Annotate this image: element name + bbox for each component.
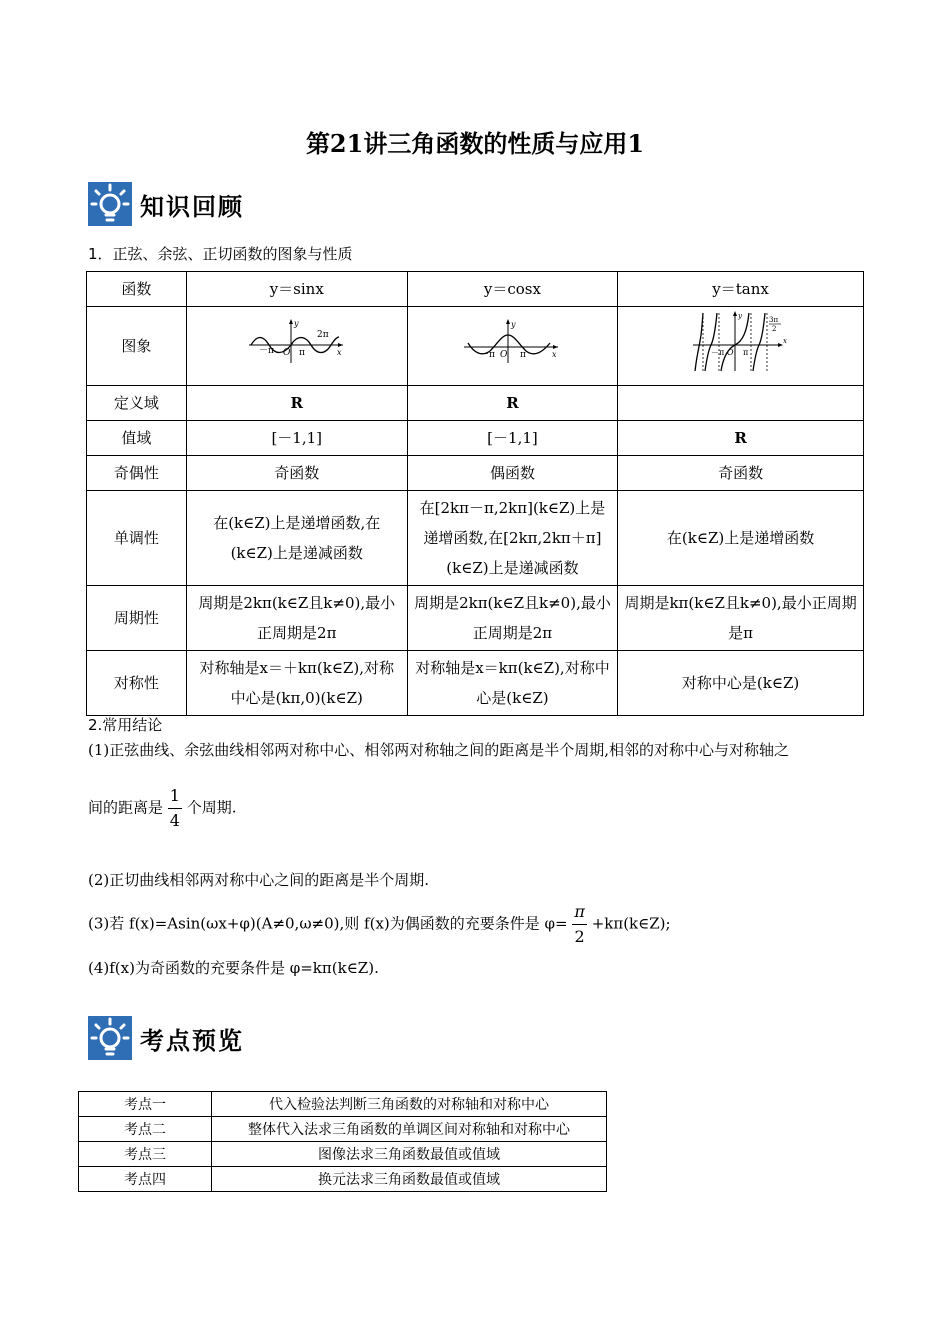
fraction-denominator: 4 (169, 811, 180, 830)
table-row (87, 386, 864, 421)
graph-label: π (742, 348, 748, 357)
exam-points-table (78, 1091, 607, 1192)
table-cell: 周期是2kπ(k∈Z且k≠0),最小正周期是2π (186, 586, 407, 651)
lightbulb-icon (88, 1016, 132, 1060)
header-cell: 函数 (87, 272, 187, 307)
row-label: 奇偶性 (87, 456, 187, 491)
fraction-numerator: π (572, 900, 587, 925)
cosine-graph (462, 317, 562, 365)
sine-graph (247, 317, 347, 365)
table-header-row (87, 272, 864, 307)
table-cell: 奇函数 (618, 456, 864, 491)
properties-table (86, 271, 864, 716)
row-label: 对称性 (87, 651, 187, 716)
row-label: 单调性 (87, 491, 187, 586)
table-row (87, 307, 864, 386)
page-title: 第21讲三角函数的性质与应用1 (305, 129, 645, 158)
header-cell: y＝sinx (186, 272, 407, 307)
conclusion-1-line1: (1)正弦曲线、余弦曲线相邻两对称中心、相邻两对称轴之间的距离是半个周期,相邻的对称中心与对称轴之 (88, 741, 790, 759)
table-cell: 对称轴是x＝＋kπ(k∈Z),对称中心是(kπ,0)(k∈Z) (186, 651, 407, 716)
table-cell: 在[2kπ－π,2kπ](k∈Z)上是递增函数,在[2kπ,2kπ＋π](k∈Z)上是递减函数 (407, 491, 617, 586)
graph-label: O (500, 350, 508, 360)
conclusion-2: (2)正切曲线相邻两对称中心之间的距离是半个周期. (88, 871, 430, 889)
point-value: 整体代入法求三角函数的单调区间对称轴和对称中心 (212, 1117, 607, 1142)
fraction (572, 900, 587, 949)
row-label: 值域 (87, 421, 187, 456)
table-cell: R (186, 386, 407, 421)
point-key: 考点一 (79, 1092, 212, 1117)
graph-label: x (336, 348, 342, 357)
graph-label: －π (710, 348, 724, 357)
conclusion-1-line2 (88, 784, 237, 833)
header-cell: y＝tanx (618, 272, 864, 307)
graph-cell (618, 307, 864, 386)
point-value: 代入检验法判断三角函数的对称轴和对称中心 (212, 1092, 607, 1117)
table-row (87, 456, 864, 491)
table-row (79, 1167, 607, 1192)
text: +kπ(k∈Z); (591, 914, 671, 933)
point-key: 考点三 (79, 1142, 212, 1167)
point-key: 考点四 (79, 1167, 212, 1192)
row-label: 定义域 (87, 386, 187, 421)
graph-label: y (511, 320, 516, 329)
conclusion-3 (88, 900, 671, 949)
graph-label: O (282, 348, 291, 358)
table-cell: 奇函数 (186, 456, 407, 491)
section-header-preview (88, 1014, 244, 1062)
subheading: 1．正弦、余弦、正切函数的图象与性质 (88, 245, 353, 263)
table-cell: [－1,1] (407, 421, 617, 456)
row-label: 周期性 (87, 586, 187, 651)
text: 个周期. (186, 798, 237, 817)
row-label: 图象 (87, 307, 187, 386)
graph-label: 2π (316, 330, 329, 340)
graph-label: 3π (768, 316, 778, 324)
tangent-graph (691, 309, 791, 373)
section-label: 考点预览 (140, 1026, 244, 1055)
graph-label: π (298, 348, 305, 358)
point-value: 换元法求三角函数最值或值域 (212, 1167, 607, 1192)
table-cell: 周期是2kπ(k∈Z且k≠0),最小正周期是2π (407, 586, 617, 651)
table-cell: R (407, 386, 617, 421)
table-row (87, 586, 864, 651)
graph-label: y (737, 312, 742, 320)
table-cell: 偶函数 (407, 456, 617, 491)
graph-label: x (552, 350, 557, 359)
header-cell: y＝cosx (407, 272, 617, 307)
point-key: 考点二 (79, 1117, 212, 1142)
graph-label: 2 (771, 325, 777, 333)
graph-label: y (293, 319, 299, 328)
table-cell: 周期是kπ(k∈Z且k≠0),最小正周期是π (618, 586, 864, 651)
table-row (79, 1117, 607, 1142)
table-row (87, 421, 864, 456)
graph-label: O (726, 348, 734, 357)
graph-label: －π (258, 346, 274, 356)
section-label: 知识回顾 (140, 192, 244, 221)
table-cell: 在(k∈Z)上是递增函数 (618, 491, 864, 586)
section-header-review (88, 180, 244, 228)
table-row (87, 651, 864, 716)
table-cell: R (618, 421, 864, 456)
table-row (79, 1142, 607, 1167)
graph-cell (407, 307, 617, 386)
point-value: 图像法求三角函数最值或值域 (212, 1142, 607, 1167)
table-cell: 对称轴是x＝kπ(k∈Z),对称中心是(k∈Z) (407, 651, 617, 716)
fraction (168, 784, 182, 833)
lightbulb-icon (88, 182, 132, 226)
table-row (79, 1092, 607, 1117)
table-cell (618, 386, 864, 421)
graph-label: x (782, 337, 787, 345)
text: 间的距离是 (88, 798, 164, 817)
table-row (87, 491, 864, 586)
graph-cell (186, 307, 407, 386)
graph-label: －π (480, 350, 496, 360)
table-cell: 对称中心是(k∈Z) (618, 651, 864, 716)
graph-label: π (520, 350, 527, 360)
fraction-denominator: 2 (574, 927, 585, 946)
text: (3)若 f(x)=Asin(ωx+φ)(A≠0,ω≠0),则 f(x)为偶函数的充要条件是 φ= (88, 914, 568, 933)
subheading: 2.常用结论 (88, 716, 163, 734)
fraction-numerator: 1 (168, 784, 182, 809)
conclusion-4: (4)f(x)为奇函数的充要条件是 φ=kπ(k∈Z). (88, 959, 379, 977)
table-cell: [－1,1] (186, 421, 407, 456)
table-cell: 在(k∈Z)上是递增函数,在(k∈Z)上是递减函数 (186, 491, 407, 586)
